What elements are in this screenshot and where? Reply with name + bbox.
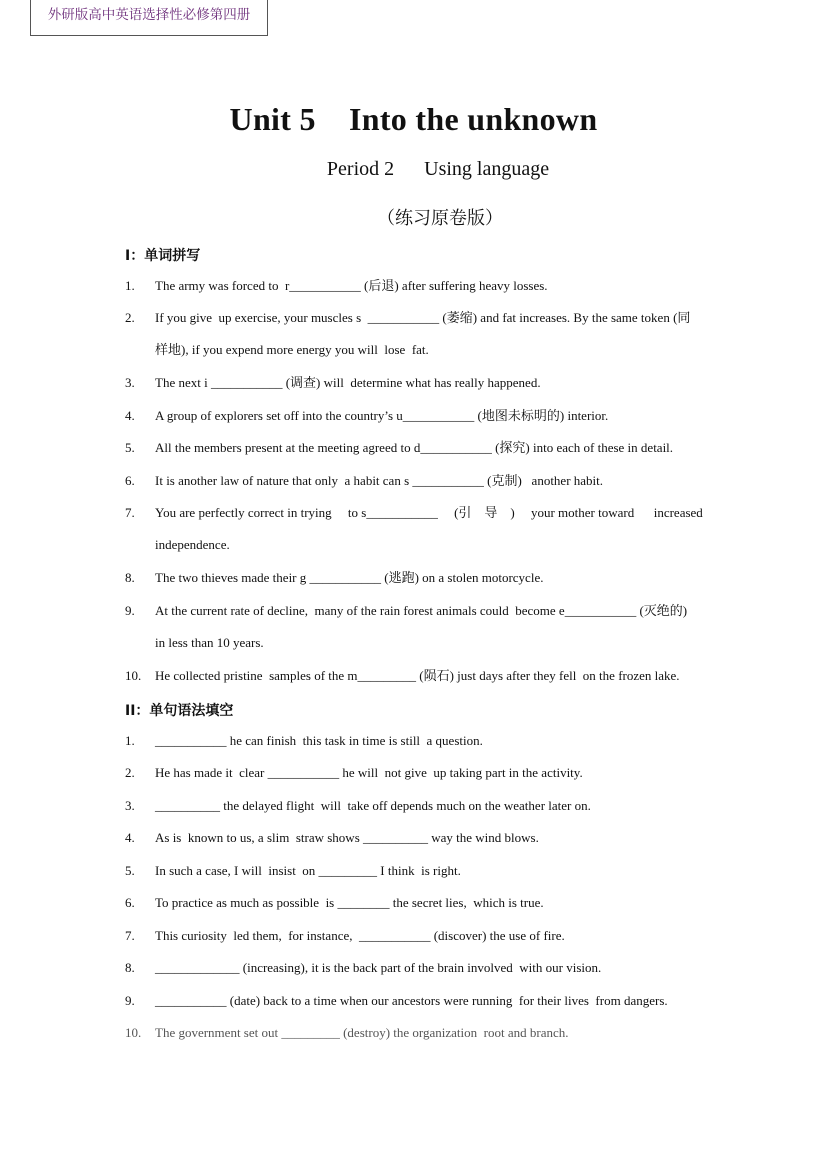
item-number: 8. <box>125 570 135 585</box>
list-item <box>125 595 755 659</box>
item-text-continued: 样地), if you expend more energy you will lose fat. <box>155 342 429 357</box>
item-number: 1. <box>125 278 135 293</box>
item-number: 2. <box>125 765 135 780</box>
item-text: In such a case, I will insist on _________ I think is right. <box>155 863 461 878</box>
section-heading-grammar: II：单句语法填空 <box>125 703 234 719</box>
item-text: He collected pristine samples of the m_________ (陨石) just days after they fell on the frozen lake. <box>155 668 680 683</box>
item-number: 3. <box>125 798 135 813</box>
item-number: 10. <box>125 668 142 683</box>
item-text: This curiosity led them, for instance, ___________ (discover) the use of fire. <box>155 928 565 943</box>
item-number: 8. <box>125 960 135 975</box>
item-number: 4. <box>125 408 135 423</box>
item-text: All the members present at the meeting agreed to d___________ (探究) into each of these in detail. <box>155 440 674 455</box>
item-number: 3. <box>125 375 135 390</box>
item-number: 4. <box>125 830 135 845</box>
item-number: 9. <box>125 993 135 1008</box>
item-number: 5. <box>125 863 135 878</box>
item-text: It is another law of nature that only a habit can s ___________ (克制) another habit. <box>155 473 604 488</box>
item-number: 5. <box>125 440 135 455</box>
item-text: You are perfectly correct in trying to s___________ (引 导 ) your mother toward increased <box>155 505 703 520</box>
item-text: He has made it clear ___________ he will not give up taking part in the activity. <box>155 765 583 780</box>
item-text: __________ the delayed flight will take off depends much on the weather later on. <box>155 798 591 813</box>
header-tag: 外研版高中英语选择性必修第四册 <box>30 0 268 36</box>
item-number: 10. <box>125 1025 142 1040</box>
item-text: The government set out _________ (destroy) the organization root and branch. <box>155 1025 569 1040</box>
section-heading-vocabulary: I：单词拼写 <box>125 248 201 264</box>
item-text: As is known to us, a slim straw shows __________ way the wind blows. <box>155 830 539 845</box>
item-text: The two thieves made their g ___________ (逃跑) on a stolen motorcycle. <box>155 570 544 585</box>
item-text: To practice as much as possible is ________ the secret lies, which is true. <box>155 895 544 910</box>
item-number: 6. <box>125 895 135 910</box>
item-text-continued: independence. <box>155 537 230 552</box>
item-number: 6. <box>125 473 135 488</box>
list-item <box>125 302 755 366</box>
item-number: 9. <box>125 603 135 618</box>
item-text: ___________ he can finish this task in time is still a question. <box>155 733 483 748</box>
item-text: The army was forced to r___________ (后退) after suffering heavy losses. <box>155 278 548 293</box>
item-number: 2. <box>125 310 135 325</box>
item-number: 7. <box>125 928 135 943</box>
page-subtitle: Period 2 Using language <box>326 158 550 180</box>
list-item <box>125 497 755 561</box>
item-text: A group of explorers set off into the country’s u___________ (地图未标明的) interior. <box>155 408 609 423</box>
edition-label: （练习原卷版） <box>377 208 503 229</box>
item-text: If you give up exercise, your muscles s ___________ (萎缩) and fat increases. By the same token (同 <box>155 310 691 325</box>
item-number: 7. <box>125 505 135 520</box>
item-text: At the current rate of decline, many of the rain forest animals could become e___________ (灭绝的) <box>155 603 688 618</box>
item-text: ___________ (date) back to a time when our ancestors were running for their lives from dangers. <box>155 993 668 1008</box>
item-text-continued: in less than 10 years. <box>155 635 264 650</box>
page-title: Unit 5 Into the unknown <box>229 101 598 137</box>
item-text: _____________ (increasing), it is the back part of the brain involved with our vision. <box>155 960 602 975</box>
item-number: 1. <box>125 733 135 748</box>
item-text: The next i ___________ (调查) will determine what has really happened. <box>155 375 541 390</box>
